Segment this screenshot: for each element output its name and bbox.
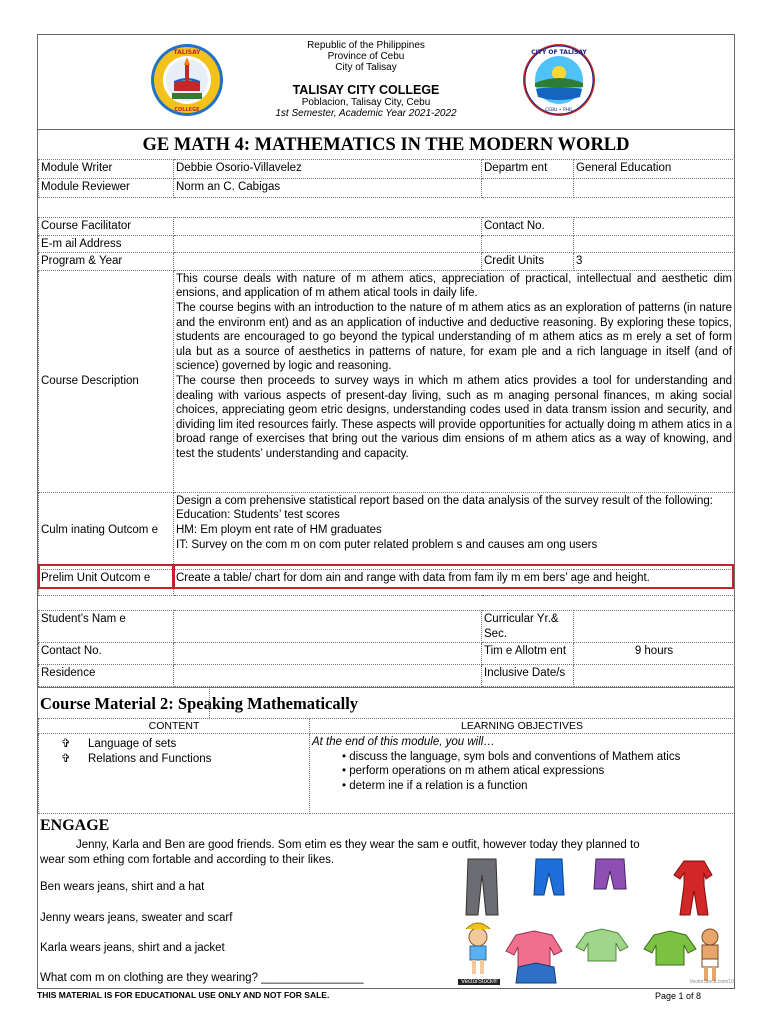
content-objectives-table <box>38 718 735 814</box>
engage-intro-line1: Jenny, Karla and Ben are good friends. Som etim es they wear the sam e outfit, however today they planned to <box>76 839 640 851</box>
empty-cell <box>482 235 574 253</box>
table-row <box>39 611 735 643</box>
inclusive-dates-field[interactable] <box>574 665 735 687</box>
boy-figure-icon <box>702 929 718 945</box>
cross-bullet-icon: ✞ <box>61 738 71 750</box>
table-row <box>39 160 735 179</box>
table-row <box>39 719 735 734</box>
engage-heading: ENGAGE <box>40 817 110 834</box>
time-allotment-value: 9 hours <box>574 643 735 665</box>
facilitator-table <box>38 217 735 596</box>
course-description-p2: The course begins with an introduction to the nature of m athem atics as an exploration of patterns (in nature and the environm ent) and as an application of inductive and deductive reasoning. By exploring these topics, students are encouraged to go beyond the typical understanding of m athem atics as m erely a set of form ula but as a source of aesthetics in patterns of nature, for exam ple and a rich language in itself (and of science) governed by logic and reasoning. <box>176 301 732 373</box>
svg-text:CITY OF TALISAY: CITY OF TALISAY <box>531 49 587 56</box>
content-list <box>39 734 310 814</box>
culminating-line: HM: Em ploym ent rate of HM graduates <box>176 523 382 536</box>
blue-jacket-icon <box>516 963 556 983</box>
table-row <box>39 179 735 198</box>
table-row <box>39 643 735 665</box>
culminating-line: Education: Students’ test scores <box>176 509 340 522</box>
course-description-p3: The course then proceeds to survey ways in which m athem atics provides a tool for understanding and dealing with various aspects of present-day living, such as m anaging personal finances, m aking social choices, appreciating geom etric designs, understanding codes used in data transm ission and security, and dividing lim ited resources fairly. These aspects will provide opportunities for actually doing m athem atics in a broad range of exercises that bring out the various dim ensions of m athem atics as a way of knowing, and test the students’ understanding and capacity. <box>176 374 732 460</box>
header-address: Poblacion, Talisay City, Cebu <box>301 97 431 108</box>
curricular-label: Curricular Yr.& Sec. <box>482 611 574 643</box>
student-contact-field[interactable] <box>174 643 482 665</box>
city-seal-logo <box>522 43 596 117</box>
objectives-intro: At the end of this module, you will… <box>312 736 495 748</box>
pink-sweater-icon <box>506 931 562 967</box>
table-row <box>39 253 735 271</box>
culminating-outcome-text <box>174 492 735 569</box>
prelim-unit-outcome-label: Prelim Unit Outcom e <box>39 569 174 595</box>
footer-notice: THIS MATERIAL IS FOR EDUCATIONAL USE ONLY AND NOT FOR SALE. <box>37 990 330 1000</box>
prelim-text-highlight <box>173 564 734 589</box>
gray-pants-icon <box>466 859 498 915</box>
green-shirt-icon <box>576 929 628 961</box>
curricular-field[interactable] <box>574 611 735 643</box>
red-tracksuit-icon <box>674 861 712 915</box>
table-row <box>39 492 735 569</box>
list-item <box>41 737 307 752</box>
empty-cell <box>482 179 574 198</box>
header-college-name: TALISAY CITY COLLEGE <box>292 83 440 97</box>
header-text-block <box>238 40 494 119</box>
content-item-relations: Relations and Functions <box>88 752 212 765</box>
engage-question: What com m on clothing are they wearing? ________________ <box>40 972 364 984</box>
module-writer-value: Debbie Osorio-Villavelez <box>174 160 482 179</box>
table-row <box>39 665 735 687</box>
header-province: Province of Cebu <box>327 51 405 62</box>
course-material-title: Course Material 2: Speaking Mathematically <box>38 687 734 718</box>
residence-label: Residence <box>39 665 174 687</box>
header-republic: Republic of the Philippines <box>307 40 425 51</box>
list-item: • discuss the language, sym bols and conventions of Mathem atics <box>342 750 681 763</box>
email-field[interactable] <box>174 235 482 253</box>
student-info-table <box>38 610 735 687</box>
svg-text:COLLEGE: COLLEGE <box>174 107 200 113</box>
list-item: • perform operations on m athem atical expressions <box>342 765 605 778</box>
inclusive-dates-label: Inclusive Date/s <box>482 665 574 687</box>
program-year-field[interactable] <box>174 253 482 271</box>
time-allotment-label: Tim e Allotm ent <box>482 643 574 665</box>
module-reviewer-label: Module Reviewer <box>39 179 174 198</box>
module-info-table <box>38 159 735 198</box>
objectives-list <box>310 734 735 814</box>
header-semester: 1st Semester, Academic Year 2021-2022 <box>275 108 457 119</box>
department-label: Departm ent <box>482 160 574 179</box>
module-reviewer-value: Norm an C. Cabigas <box>174 179 482 198</box>
svg-text:CEBU • PHIL: CEBU • PHIL <box>545 108 573 113</box>
contact-field[interactable] <box>574 218 735 236</box>
course-title: GE MATH 4: MATHEMATICS IN THE MODERN WORLD <box>38 129 734 159</box>
college-seal-logo <box>150 43 224 117</box>
clothing-illustration <box>456 855 736 987</box>
svg-text:TALISAY: TALISAY <box>173 49 201 56</box>
clothing-icons <box>456 855 736 987</box>
engage-jenny: Jenny wears jeans, sweater and scarf <box>40 912 233 924</box>
table-row <box>39 218 735 236</box>
contact-label: Contact No. <box>482 218 574 236</box>
objective-3: determ ine if a relation is a function <box>349 779 528 792</box>
credit-units-value: 3 <box>574 253 735 271</box>
green-jacket-icon <box>644 931 696 965</box>
student-name-field[interactable] <box>174 611 482 643</box>
footer-page-number: Page 1 of 8 <box>655 991 702 1001</box>
vectorstock-url: VectorStock.com/10 <box>689 979 734 985</box>
document-page <box>37 34 735 989</box>
course-description-label: Course Description <box>39 270 174 492</box>
header-city: City of Talisay <box>335 62 397 73</box>
cross-bullet-icon: ✞ <box>61 752 71 765</box>
table-row <box>39 235 735 253</box>
table-row <box>39 270 735 492</box>
content-item-sets: Language of sets <box>88 738 177 750</box>
empty-cell <box>574 235 735 253</box>
objective-2: perform operations on m athem atical expressions <box>349 765 605 778</box>
prelim-unit-outcome-text: Create a table/ chart for dom ain and range with data from fam ily m em bers’ age and height. <box>174 569 735 595</box>
prelim-label-highlight <box>38 564 174 589</box>
learning-objectives-header: LEARNING OBJECTIVES <box>310 719 735 734</box>
list-item: • determ ine if a relation is a function <box>342 779 528 792</box>
course-description-p1: This course deals with nature of m athem atics, appreciation of practical, intellectual and aesthetic dim ensions, and application of m athem atical tools in daily life. <box>176 272 732 300</box>
table-row <box>39 734 735 814</box>
vectorstock-watermark: VectorStock® <box>458 979 500 985</box>
email-label: E-m ail Address <box>39 235 174 253</box>
document-header <box>38 35 734 129</box>
objective-1: discuss the language, sym bols and conventions of Mathem atics <box>349 750 681 763</box>
culminating-line: Design a com prehensive statistical report based on the data analysis of the survey result of the following: <box>176 494 713 507</box>
culminating-outcome-label: Culm inating Outcom e <box>39 492 174 569</box>
blue-jeans-icon <box>534 859 564 895</box>
module-writer-label: Module Writer <box>39 160 174 179</box>
student-contact-label: Contact No. <box>39 643 174 665</box>
program-year-label: Program & Year <box>39 253 174 271</box>
purple-shorts-icon <box>594 859 626 889</box>
course-facilitator-field[interactable] <box>174 218 482 236</box>
student-name-label: Student’s Nam e <box>39 611 174 643</box>
course-description-text <box>174 270 735 492</box>
residence-field[interactable] <box>174 665 482 687</box>
empty-cell <box>574 179 735 198</box>
course-facilitator-label: Course Facilitator <box>39 218 174 236</box>
content-header: CONTENT <box>39 719 310 734</box>
girl-figure-icon <box>469 928 487 946</box>
department-value: General Education <box>574 160 735 179</box>
title-separator <box>209 687 210 718</box>
credit-units-label: Credit Units <box>482 253 574 271</box>
culminating-line: IT: Survey on the com m on com puter related problem s and causes am ong users <box>176 538 598 551</box>
engage-ben: Ben wears jeans, shirt and a hat <box>40 881 205 893</box>
list-item <box>41 752 307 767</box>
engage-intro-line2: wear som ething com fortable and according to their likes. <box>40 854 335 866</box>
engage-karla: Karla wears jeans, shirt and a jacket <box>40 942 225 954</box>
